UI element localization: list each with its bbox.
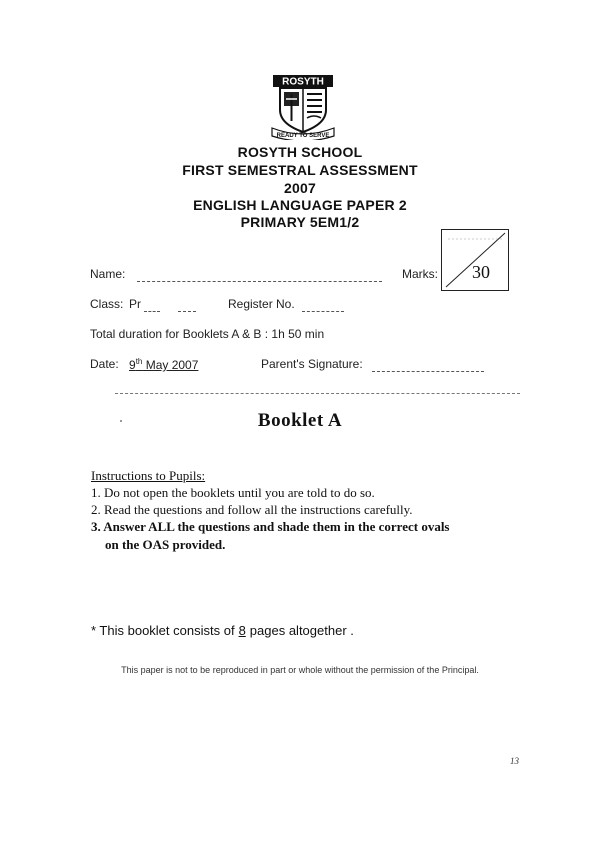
marks-total: 30	[472, 262, 490, 282]
assessment-year: 2007	[284, 180, 316, 196]
date-label: Date:	[90, 357, 119, 371]
class-blank-1[interactable]	[144, 311, 160, 312]
school-crest	[270, 74, 336, 140]
crest-motto-text: READY TO SERVE	[276, 133, 330, 139]
paper-title: ENGLISH LANGUAGE PAPER 2	[193, 197, 407, 213]
register-blank[interactable]	[302, 311, 344, 312]
date-value	[129, 357, 198, 372]
class-prefix: Pr	[129, 297, 141, 311]
name-label: Name:	[90, 267, 126, 281]
cut-line-separator	[115, 393, 520, 394]
pages-note-suffix: pages altogether .	[249, 623, 354, 638]
crest-banner-text: ROSYTH	[282, 76, 324, 88]
pages-count: 8	[238, 623, 246, 638]
pages-note	[91, 623, 354, 638]
date-day: 9	[129, 358, 136, 372]
signature-blank[interactable]	[372, 371, 484, 372]
duration-text: Total duration for Booklets A & B : 1h 50 min	[90, 327, 325, 341]
signature-label: Parent's Signature:	[261, 357, 363, 371]
name-blank[interactable]	[137, 281, 382, 282]
instructions-heading: Instructions to Pupils:	[91, 468, 206, 483]
school-name: ROSYTH SCHOOL	[237, 144, 363, 160]
assessment-title: FIRST SEMESTRAL ASSESSMENT	[182, 162, 418, 178]
pages-note-prefix: * This booklet consists of	[91, 623, 235, 638]
class-blank-2[interactable]	[178, 311, 196, 312]
copyright-notice: This paper is not to be reproduced in part or whole without the permission of the Principal.	[121, 665, 479, 675]
level-title: PRIMARY 5EM1/2	[240, 214, 360, 230]
instruction-item-1: 1. Do not open the booklets until you are told to do so.	[91, 485, 375, 500]
marks-label: Marks:	[402, 267, 438, 281]
crest-shield-icon	[270, 74, 336, 140]
date-month-year: May 2007	[142, 358, 199, 372]
register-label: Register No.	[228, 297, 295, 311]
page-mark: 13	[510, 756, 519, 766]
instruction-item-2: 2. Read the questions and follow all the instructions carefully.	[91, 502, 413, 517]
booklet-title: Booklet A	[257, 410, 343, 431]
instruction-item-3-cont: on the OAS provided.	[105, 537, 226, 552]
date-suffix: th	[135, 357, 143, 366]
instruction-item-3: 3. Answer ALL the questions and shade them in the correct ovals	[91, 519, 450, 534]
class-label: Class:	[90, 297, 124, 311]
